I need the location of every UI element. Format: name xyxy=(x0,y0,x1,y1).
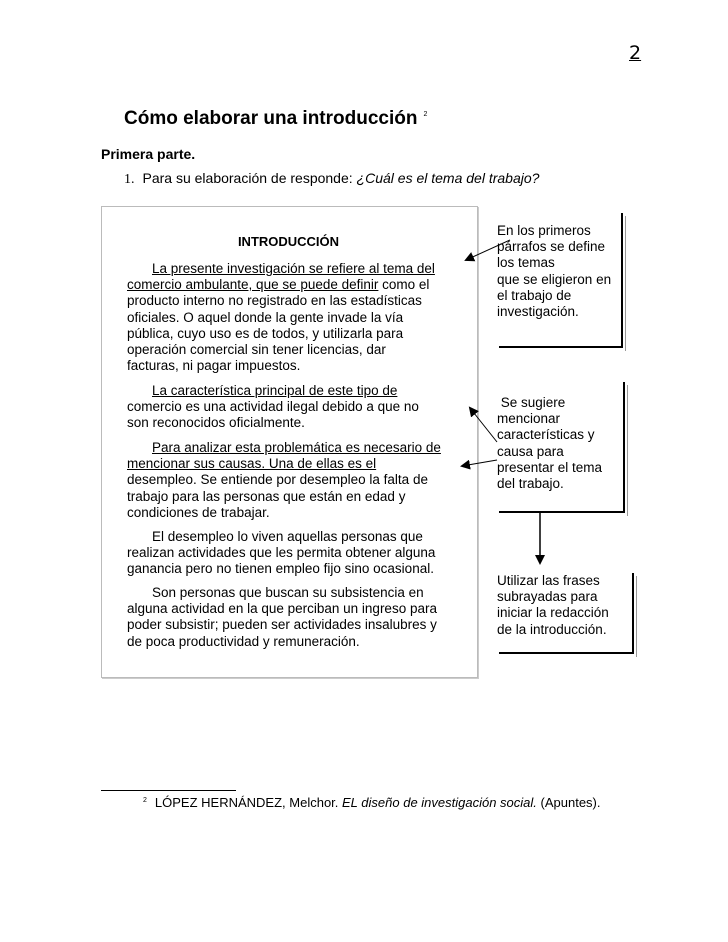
footnote-author: LÓPEZ HERNÁNDEZ, Melchor. xyxy=(154,795,343,810)
p3-line-3: desempleo. Se entiende por desempleo la falta de xyxy=(127,472,428,488)
note-3-line: iniciar la redacción xyxy=(497,605,609,621)
p1-line-6: operación comercial sin tener licencias, dar xyxy=(127,342,386,358)
p2-line-1: La característica principal de este tipo de xyxy=(152,383,398,398)
arrow-note1-to-paragraph xyxy=(466,240,510,260)
p1-line-2-rest: como el xyxy=(378,277,430,293)
introduction-heading: INTRODUCCIÓN xyxy=(237,234,340,249)
list-text: Para su elaboración de responde: xyxy=(142,170,357,186)
note-1-line: que se eligieron en xyxy=(497,271,612,287)
page-number: 2 xyxy=(629,42,642,64)
note-1-line: investigación. xyxy=(497,304,579,320)
note-2-line: causa para xyxy=(497,443,564,459)
list-number: 1. xyxy=(124,172,135,187)
note-3-line: subrayadas para xyxy=(497,589,598,605)
subtitle: Primera parte. xyxy=(101,146,196,162)
footnote-rule xyxy=(101,790,236,791)
note-1-line: los temas xyxy=(497,255,555,271)
p4-line-1: El desempleo lo viven aquellas personas que xyxy=(152,529,423,544)
p5-line-1: Son personas que buscan su subsistencia en xyxy=(152,585,424,600)
p3-line-5: condiciones de trabajar. xyxy=(127,504,270,520)
p2-line-3: son reconocidos oficialmente. xyxy=(127,415,305,431)
note-3-line: de la introducción. xyxy=(497,621,607,637)
p1-line-2-underlined: comercio ambulante, que se puede definir xyxy=(127,277,379,293)
p1-line-1: La presente investigación se refiere al tema del xyxy=(152,261,435,276)
note-1-line: párrafos se define xyxy=(497,239,606,255)
note-2-line: Se sugiere xyxy=(497,395,566,410)
p1-line-3: producto interno no registrado en las estadísticas xyxy=(127,293,422,309)
note-3-line: Utilizar las frases xyxy=(497,573,600,588)
note-2-line: características y xyxy=(497,427,595,443)
p2-line-2: comercio es una actividad ilegal debido a que no xyxy=(127,399,419,415)
note-2-line: del trabajo. xyxy=(497,476,564,492)
title-footnote-mark: 2 xyxy=(423,111,428,118)
footnote xyxy=(143,795,601,810)
p5-line-4: de poca productividad y remuneración. xyxy=(127,633,360,649)
title-text: Cómo elaborar una introducción xyxy=(124,108,418,129)
footnote-work: EL diseño de investigación social. xyxy=(342,795,537,810)
footnote-mark: 2 xyxy=(143,796,147,804)
list-question: ¿Cuál es el tema del trabajo? xyxy=(356,170,540,186)
note-1-line: el trabajo de xyxy=(497,287,572,303)
p1-line-7: facturas, ni pagar impuestos. xyxy=(127,358,301,374)
arrow-note2-to-paragraph3 xyxy=(462,460,497,466)
note-2-line: presentar el tema xyxy=(497,459,603,475)
p3-line-1: Para analizar esta problemática es necesario de xyxy=(152,440,441,455)
p4-line-2: realizan actividades que les permita obtener alguna xyxy=(127,545,436,561)
p4-line-3: ganancia pero no tienen empleo fijo sino ocasional. xyxy=(127,561,434,577)
p3-line-4: trabajo para las personas que están en edad y xyxy=(127,488,406,504)
p5-line-2: alguna actividad en la que perciban un ingreso para xyxy=(127,601,437,617)
p1-line-4: oficiales. O aquel donde la gente invade la vía xyxy=(127,309,404,325)
note-1-line: En los primeros xyxy=(497,223,591,238)
note-2-line: mencionar xyxy=(497,411,561,427)
p3-line-2: mencionar sus causas. Una de ellas es el xyxy=(127,456,377,472)
arrow-note2-to-paragraph2 xyxy=(470,408,497,442)
footnote-suffix: (Apuntes). xyxy=(536,795,601,810)
p5-line-3: poder subsistir; pueden ser actividades insalubres y xyxy=(127,617,437,633)
p1-line-5: pública, cuyo uso es de todos, y utilizarla para xyxy=(127,325,404,341)
